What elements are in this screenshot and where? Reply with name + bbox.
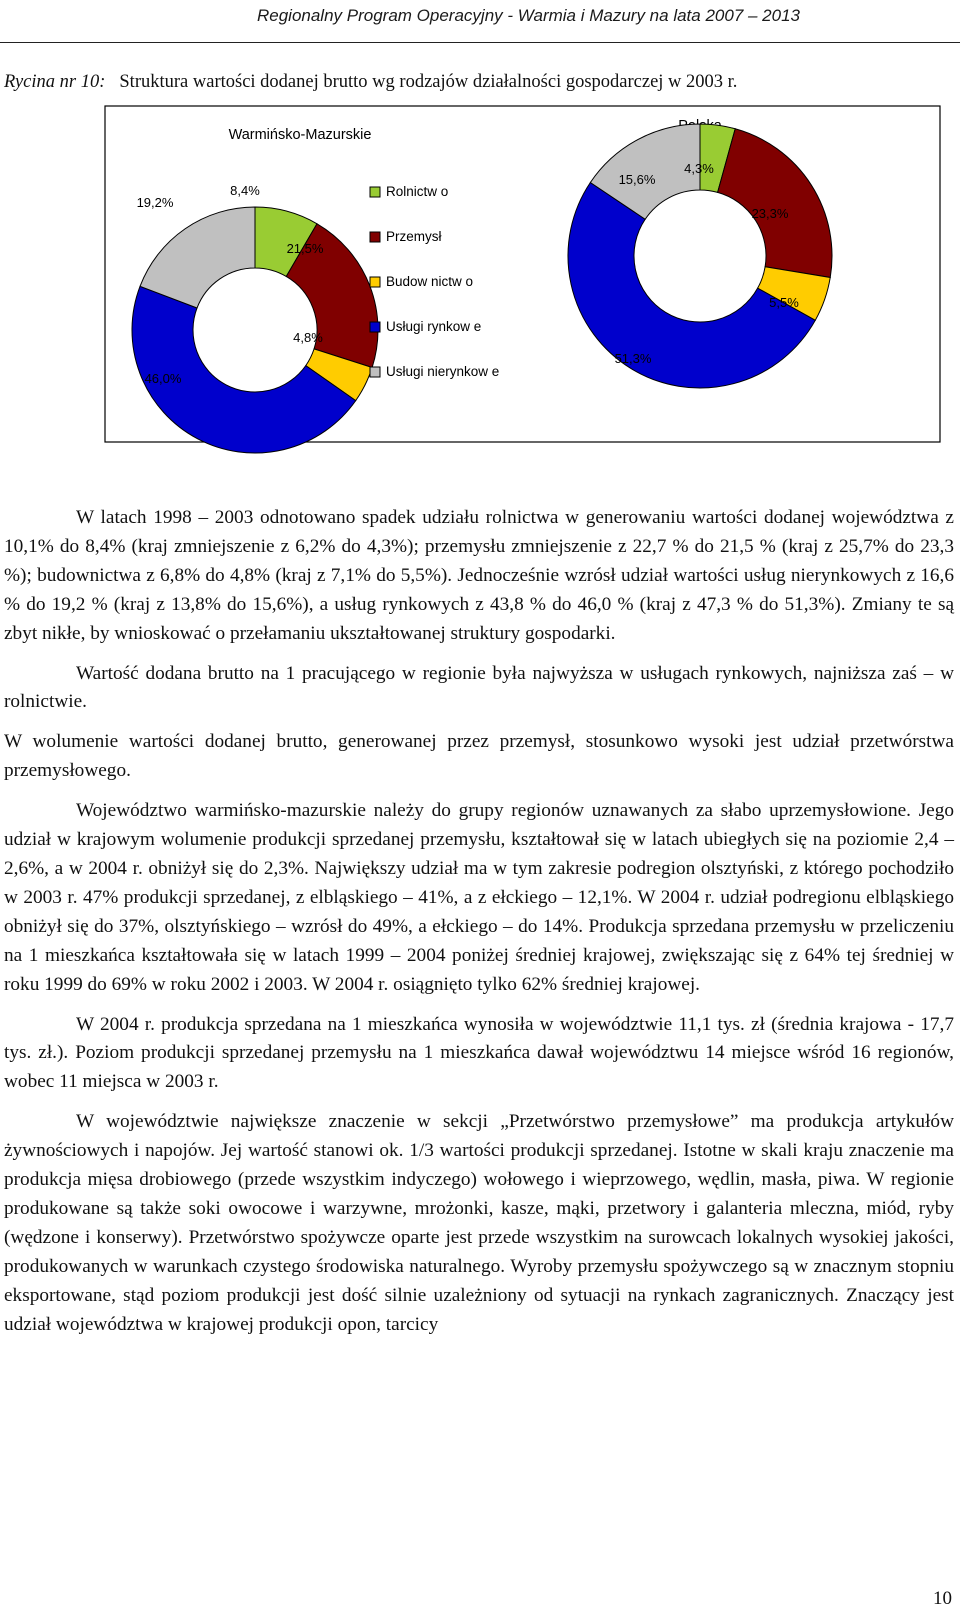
- legend-swatch-budownictwo: [370, 277, 380, 287]
- chart-title-warminsko: Warmińsko-Mazurskie: [228, 127, 372, 143]
- chart-legend: [370, 184, 499, 379]
- data-label-uslugi-nierynkowe: 19,2%: [136, 195, 174, 210]
- body-text: [4, 504, 954, 1350]
- legend-label-przemysl: Przemysł: [386, 229, 442, 244]
- data-label-przemysl: 21,5%: [286, 241, 324, 256]
- donut-warminsko-mazurskie: [132, 183, 378, 453]
- legend-label-uslugi-rynkowe: Usługi rynkow e: [386, 319, 482, 334]
- header-title: Regionalny Program Operacyjny - Warmia i Mazury na lata 2007 – 2013: [256, 6, 800, 25]
- legend-label-uslugi-nierynkowe: Usługi nierynkow e: [386, 364, 500, 379]
- donut-slice-uslugi-nierynkowe: [140, 207, 255, 308]
- data-label-uslugi-rynkowe: 51,3%: [614, 351, 652, 366]
- figure-caption: [4, 72, 737, 93]
- paragraph-3: W wolumenie wartości dodanej brutto, generowanej przez przemysł, stosunkowo wysoki jest udział przetwórstwa przemysłowego.: [4, 731, 954, 782]
- legend-swatch-uslugi-rynkowe: [370, 322, 380, 332]
- legend-label-rolnictwo: Rolnictw o: [386, 184, 449, 199]
- donut-slice-przemysl: [718, 129, 832, 278]
- page-number: 10: [933, 1588, 952, 1609]
- data-label-rolnictwo: 8,4%: [230, 183, 260, 198]
- caption-number: Rycina nr 10:: [4, 72, 106, 92]
- data-label-budownictwo: 4,8%: [293, 330, 323, 345]
- legend-swatch-rolnictwo: [370, 187, 380, 197]
- caption-text: Struktura wartości dodanej brutto wg rodzajów działalności gospodarczej w 2003 r.: [119, 72, 738, 92]
- paragraph-4: Województwo warmińsko-mazurskie należy do grupy regionów uznawanych za słabo uprzemysłowione. Jego udział w krajowym wolumenie produkcji sprzedanej przemysłu, kształtował się w latach ubiegłych się na poziomie 2,4 – 2,6%, a w 2004 r. obniżył się do 2,3%. Największy udział ma w tym zakresie podregion olsztyński, z którego pochodziło w 2003 r. 47% produkcji sprzedanej, z elbląskiego – 41%, a z ełckiego – 12,1%. W 2004 r. udział podregionu elbląskiego obniżył się do 37%, olsztyńskiego – wzrósł do 49%, a ełckiego – do 14%. Produkcja sprzedana przemysłu w przeliczeniu na 1 mieszkańca kształtowała się w latach 1999 – 2004 poniżej średniej krajowej, zwiększając się z 64% tej średniej w roku 1999 do 69% w roku 2002 i 2003. W 2004 r. osiągnięto tylko 62% średniej krajowej.: [4, 800, 954, 995]
- paragraph-6: W województwie największe znaczenie w sekcji „Przetwórstwo przemysłowe” ma produkcja artykułów żywnościowych i napojów. Jej wartość stanowi ok. 1/3 wartości produkcji sprzedanej. Istotne w skali kraju znaczenie ma produkcja mięsa drobiowego (przede wszystkim indyczego) wołowego i wieprzowego, wędlin, masła, piwa. W regionie produkowane są także soki owocowe i warzywne, mrożonki, kasze, mąki, przetwory i galanteria mleczna, miód, ryby (wędzone i konserwy). Przetwórstwo spożywcze oparte jest przede wszystkim na surowcach lokalnych wysokiej jakości, produkowanych w warunkach czystego środowiska naturalnego. Wyroby przemysłu spożywczego są w znacznym stopniu eksportowane, stąd poziom produkcji jest dość silnie uzależniony od sytuacji na rynkach zagranicznych. Znaczący jest udział województwa w krajowej produkcji opon, tarcicy: [4, 1111, 954, 1335]
- data-label-przemysl: 23,3%: [751, 206, 789, 221]
- paragraph-2: Wartość dodana brutto na 1 pracującego w regionie była najwyższa w usługach rynkowych, najniższa zaś – w rolnictwie.: [4, 662, 954, 713]
- data-label-uslugi-rynkowe: 46,0%: [144, 371, 182, 386]
- legend-swatch-uslugi-nierynkowe: [370, 367, 380, 377]
- data-label-rolnictwo: 4,3%: [684, 161, 714, 176]
- paragraph-5: W 2004 r. produkcja sprzedana na 1 mieszkańca wynosiła w województwie 11,1 tys. zł (średnia krajowa - 17,7 tys. zł.). Poziom produkcji sprzedanej przemysłu na 1 mieszkańca dawał województwu 14 miejsce wśród 16 regionów, wobec 11 miejsca w 2003 r.: [4, 1013, 954, 1093]
- legend-swatch-przemysl: [370, 232, 380, 242]
- data-label-uslugi-nierynkowe: 15,6%: [618, 172, 656, 187]
- donut-charts: [0, 100, 960, 460]
- legend-label-budownictwo: Budow nictw o: [386, 274, 474, 289]
- page-header: [0, 0, 960, 43]
- paragraph-1: W latach 1998 – 2003 odnotowano spadek udziału rolnictwa w generowaniu wartości dodanej województwa z 10,1% do 8,4% (kraj zmniejszenie z 6,2% do 4,3%); przemysłu zmniejszenie z 22,7 % do 21,5 % (kraj z 25,7% do 23,3 %); budownictwa z 6,8% do 4,8% (kraj z 7,1% do 5,5%). Jednocześnie wzrósł udział wartości usług nierynkowych z 16,6 % do 19,2 % (kraj z 13,8% do 15,6%), a usług rynkowych z 43,8 % do 46,0 % (kraj z 47,3 % do 51,3%). Zmiany te są zbyt nikłe, by wnioskować o przełamaniu ukształtowanej struktury gospodarki.: [4, 507, 954, 644]
- data-label-budownictwo: 5,5%: [769, 295, 799, 310]
- donut-polska: [568, 124, 832, 388]
